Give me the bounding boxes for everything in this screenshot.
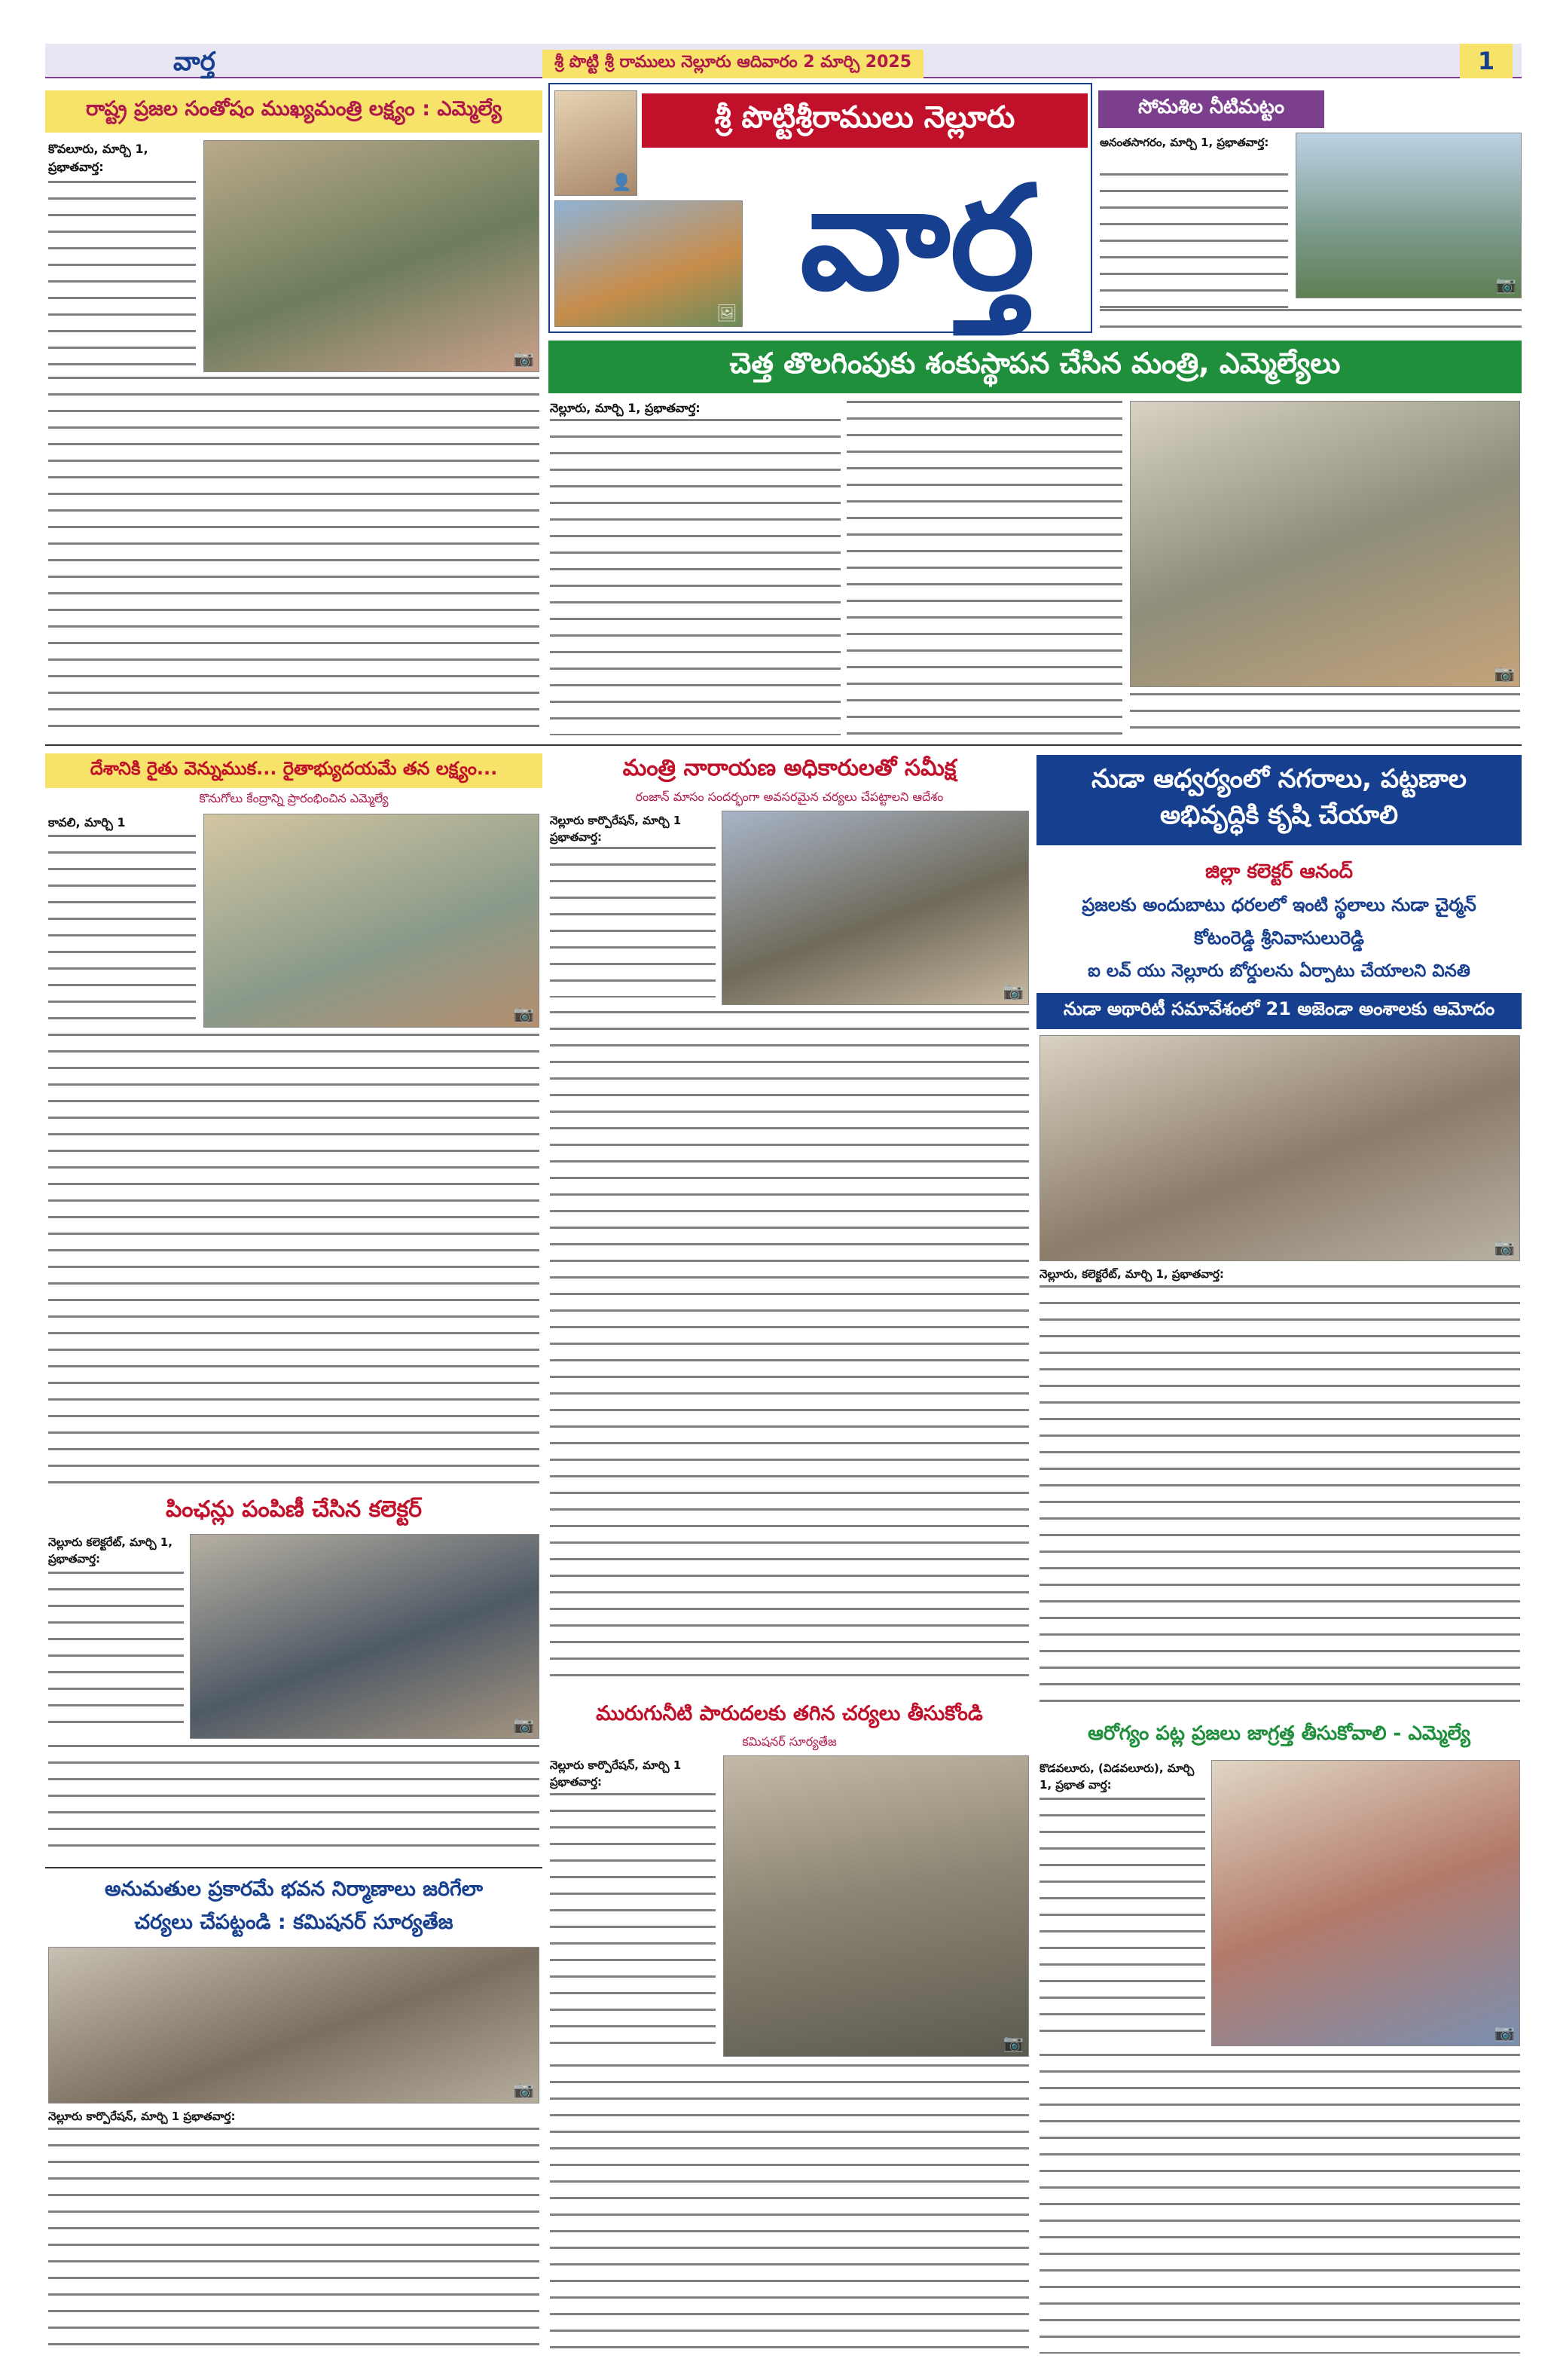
article-8-body	[48, 2128, 539, 2354]
article-1-photo: 📷	[203, 140, 539, 372]
article-7-body	[48, 1745, 539, 1858]
divider	[45, 744, 1522, 746]
article-10-dateline: కొడవలూరు, (విడవలూరు), మార్చి 1, ప్రభాత వార్త:	[1040, 1761, 1195, 1792]
article-5-headline: మంత్రి నారాయణ అధికారులతో సమీక్ష	[622, 755, 957, 781]
article-6-photo: 📷	[1040, 1035, 1520, 1261]
article-7-dateline: నెల్లూరు కలెక్టరేట్, మార్చి 1, ప్రభాతవార్త:	[48, 1535, 172, 1566]
article-4-subhead: కొనుగోలు కేంద్రాన్ని ప్రారంభించిన ఎమ్మెల్యే	[199, 791, 389, 805]
article-2-headline: సోమశిల నీటిమట్టం	[1098, 90, 1324, 128]
article-8-dateline: నెల్లూరు కార్పొరేషన్, మార్చి 1 ప్రభాతవార్త:	[48, 2110, 236, 2123]
article-4-photo: 📷	[203, 814, 539, 1028]
article-8-headline-line1: అనుమతుల ప్రకారమే భవన నిర్మాణాలు జరిగేలా	[105, 1877, 483, 1901]
article-4-text	[48, 835, 196, 1023]
article-4-headline: దేశానికి రైతు వెన్నుముక... రైతాభ్యుదయమే తన లక్ష్యం...	[45, 753, 542, 788]
article-3-col2	[847, 401, 1122, 735]
article-9-body	[550, 2064, 1029, 2354]
article-2-dateline: అనంతసాగరం, మార్చి 1, ప్రభాతవార్త:	[1100, 136, 1269, 149]
edition-line: శ్రీ పొట్టి శ్రీ రాములు నెల్లూరు ఆదివారం 2 మార్చి 2025	[542, 50, 924, 78]
article-6-line1: జిల్లా కలెక్టర్ ఆనంద్	[1205, 860, 1353, 883]
article-5-dateline: నెల్లూరు కార్పొరేషన్, మార్చి 1 ప్రభాతవార్త:	[550, 814, 682, 844]
article-6-line2: ప్రజలకు అందుబాటు ధరలలో ఇంటి స్థలాలు నుడా చైర్మన్	[1082, 894, 1476, 915]
divider	[45, 1867, 542, 1868]
article-9-subhead: కమిషనర్ సూర్యతేజ	[742, 1734, 837, 1749]
edition-name-banner: శ్రీ పొట్టిశ్రీరాములు నెల్లూరు	[642, 93, 1088, 148]
article-1-headline: రాష్ట్ర ప్రజల సంతోషం ముఖ్యమంత్రి లక్ష్యం : ఎమ్మెల్యే	[45, 90, 542, 133]
article-6-line5: నుడా అథారిటీ సమావేశంలో 21 అజెండా అంశాలకు ఆమోదం	[1036, 993, 1522, 1029]
article-6-line4: ఐ లవ్ యు నెల్లూరు బోర్డులను ఏర్పాటు చేయాలని వినతి	[1088, 961, 1470, 981]
article-8-photo: 📷	[48, 1947, 539, 2104]
article-5-body	[550, 1011, 1029, 1689]
article-3-tail	[1130, 693, 1520, 735]
article-10-body	[1040, 2054, 1520, 2354]
article-1-body	[48, 377, 539, 731]
article-3-col1	[550, 419, 841, 735]
article-1-dateline: కొవలూరు, మార్చి 1, ప్రభాతవార్త:	[48, 142, 148, 174]
article-4-dateline: కావలి, మార్చి 1	[48, 815, 126, 829]
article-10-headline: ఆరోగ్యం పట్ల ప్రజలు జాగ్రత్త తీసుకోవాలి - ఎమ్మెల్యే	[1036, 1718, 1522, 1754]
article-9-dateline: నెల్లూరు కార్పొరేషన్, మార్చి 1 ప్రభాతవార్త:	[550, 1758, 682, 1789]
article-9-headline: మురుగునీటి పారుదలకు తగిన చర్యలు తీసుకోండి	[596, 1702, 983, 1725]
article-4-body	[48, 1034, 539, 1486]
newspaper-title: వార్త	[800, 154, 1035, 322]
article-9-text	[550, 1793, 716, 2049]
article-6-body	[1040, 1285, 1520, 1707]
article-5-photo: 📷	[722, 811, 1029, 1005]
somasila-dam-photo: 📷	[1296, 133, 1522, 298]
article-3-dateline: నెల్లూరు, మార్చి 1, ప్రభాతవార్త:	[550, 401, 701, 415]
article-10-text	[1040, 1798, 1205, 2039]
article-9-photo: 📷	[723, 1755, 1029, 2057]
article-6-dateline: నెల్లూరు, కలెక్టరేట్, మార్చి 1, ప్రభాతవార్త:	[1040, 1267, 1224, 1281]
header-logo: వార్త	[173, 47, 215, 77]
founder-portrait-image: 👤	[554, 90, 637, 196]
article-3-photo: 📷	[1130, 401, 1520, 687]
article-10-photo: 📷	[1211, 1760, 1520, 2046]
article-1-text	[48, 181, 196, 369]
article-6-headline: నుడా ఆధ్వర్యంలో నగరాలు, పట్టణాల అభివృద్ధికి కృషి చేయాలి	[1036, 755, 1522, 845]
page-number: 1	[1460, 44, 1513, 78]
article-6-line3: కోటంరెడ్డి శ్రీనివాసులురెడ్డి	[1194, 927, 1364, 949]
article-5-subhead: రంజాన్ మాసం సందర్భంగా అవసరమైన చర్యలు చేపట్టాలని ఆదేశం	[635, 790, 944, 804]
nellore-collage-image: 🖼	[554, 200, 743, 327]
article-5-text	[550, 847, 716, 998]
article-2-body	[1100, 309, 1522, 339]
article-7-headline: పింఛన్లు పంపిణీ చేసిన కలెక్టర్	[165, 1496, 423, 1523]
article-7-text	[48, 1572, 184, 1737]
article-3-headline: చెత్త తొలగింపుకు శంకుస్థాపన చేసిన మంత్రి, ఎమ్మెల్యేలు	[548, 341, 1522, 393]
article-2-text	[1100, 173, 1288, 309]
article-8-headline-line2: చర్యలు చేపట్టండి : కమిషనర్ సూర్యతేజ	[134, 1911, 453, 1934]
article-7-photo: 📷	[190, 1534, 539, 1739]
